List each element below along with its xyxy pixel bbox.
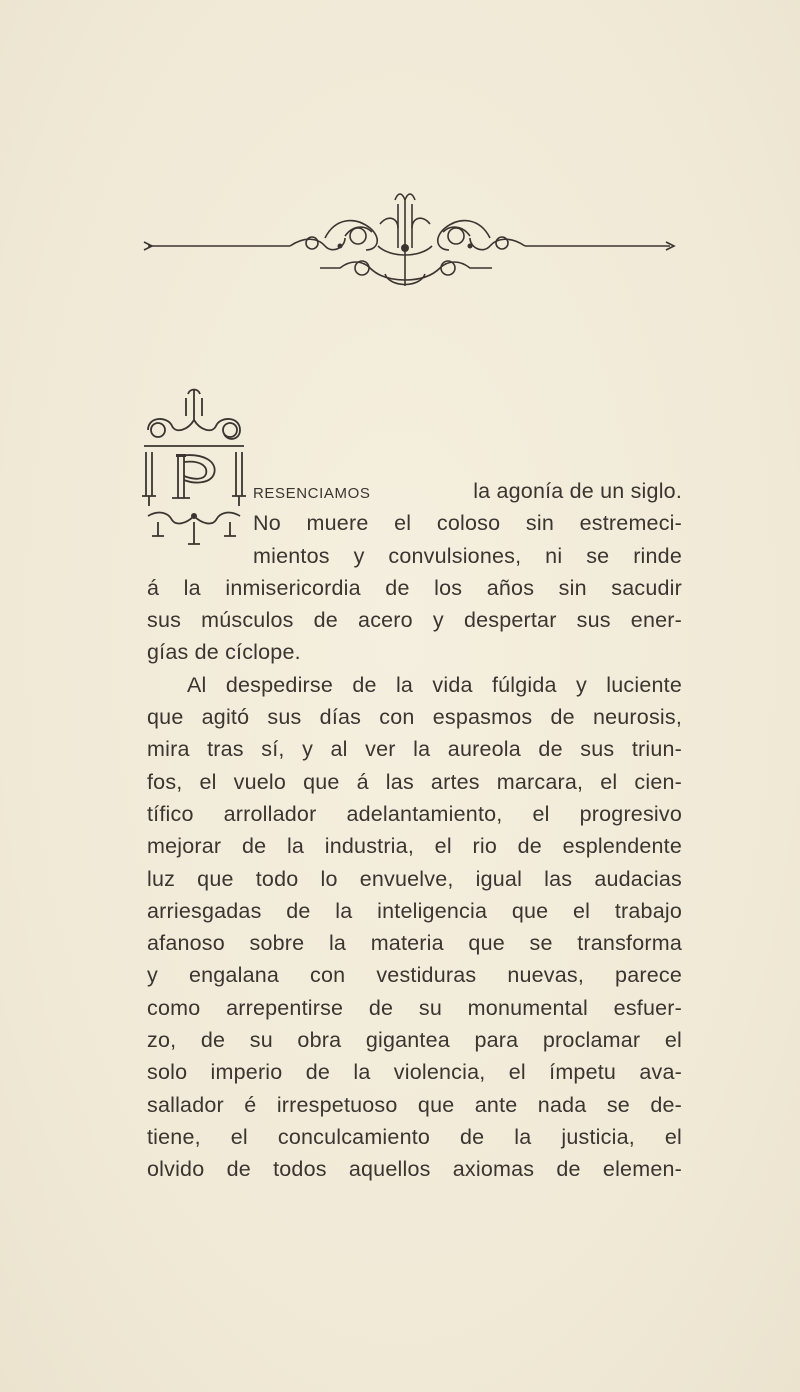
text-line: mira tras sí, y al ver la aureola de sus triun- — [147, 737, 682, 762]
text-line: gías de cíclope. — [147, 640, 301, 665]
body-text — [147, 475, 682, 1186]
text-line-content: la agonía de un siglo. — [473, 479, 682, 503]
text-line: Al despedirse de la vida fúlgida y luciente — [187, 672, 682, 697]
text-line: tífico arrollador adelantamiento, el progresivo — [147, 801, 682, 826]
text-line: y engalana con vestiduras nuevas, parece — [147, 963, 682, 988]
text-line: tiene, el conculcamiento de la justicia, el — [147, 1124, 682, 1149]
text-line: sus músculos de acero y despertar sus ener- — [147, 608, 682, 633]
text-line: mejorar de la industria, el rio de esplendente — [147, 834, 682, 859]
text-line: zo, de su obra gigantea para proclamar el — [147, 1028, 682, 1053]
text-line: como arrepentirse de su monumental esfuer- — [147, 995, 682, 1020]
text-line: fos, el vuelo que á las artes marcara, el cien- — [147, 769, 682, 794]
text-line: á la inmisericordia de los años sin sacudir — [147, 575, 682, 600]
first-word: resenciamos — [253, 479, 371, 503]
text-line: afanoso sobre la materia que se transforma — [147, 931, 682, 956]
text-line: No muere el coloso sin estremeci- — [253, 511, 682, 536]
text-line: luz que todo lo envuelve, igual las audacias — [147, 866, 682, 891]
text-line: arriesgadas de la inteligencia que el trabajo — [147, 898, 682, 923]
text-line: olvido de todos aquellos axiomas de elemen- — [147, 1157, 682, 1182]
text-line: solo imperio de la violencia, el ímpetu ava- — [147, 1060, 682, 1085]
text-line: mientos y convulsiones, ni se rinde — [253, 543, 682, 568]
decorative-headpiece-icon — [140, 188, 680, 298]
text-line — [147, 475, 682, 507]
text-line: sallador é irrespetuoso que ante nada se de- — [147, 1092, 682, 1117]
text-line: que agitó sus días con espasmos de neurosis, — [147, 705, 682, 730]
